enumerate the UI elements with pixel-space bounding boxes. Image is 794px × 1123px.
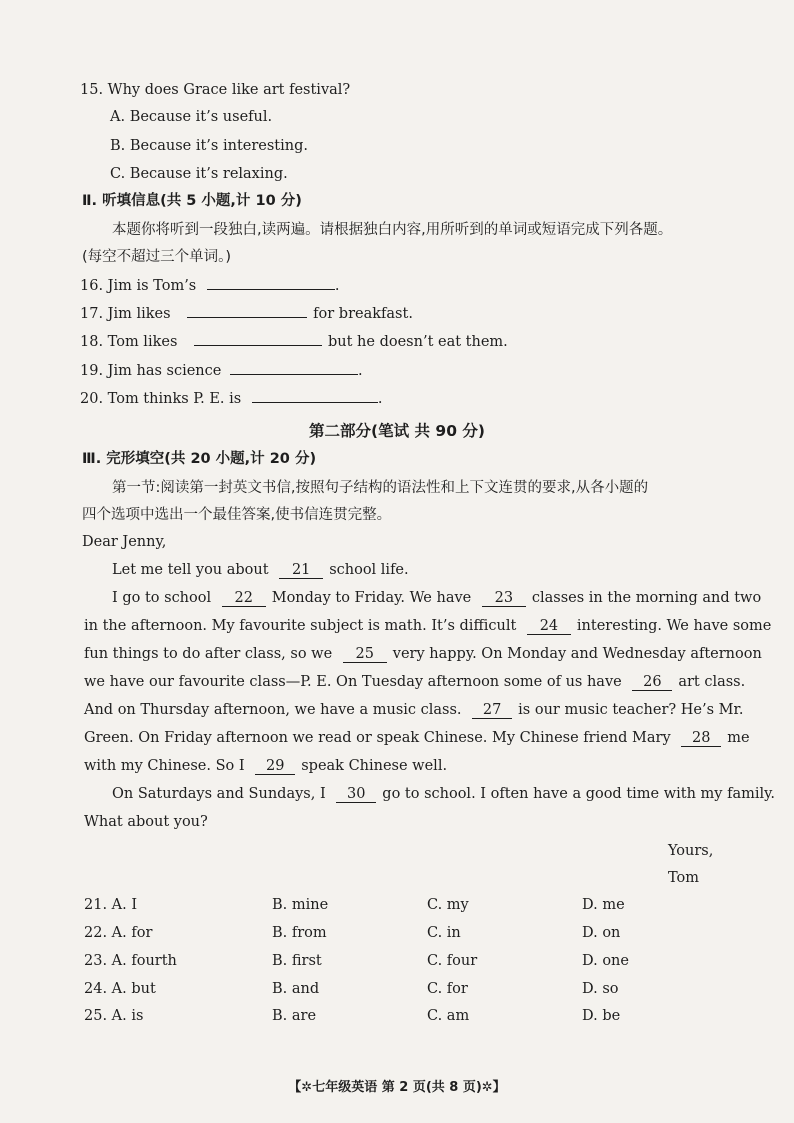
option-15b: B. Because it’s interesting.: [110, 138, 309, 154]
choice-25c: C. am: [427, 1008, 470, 1024]
item-17: 17. Jim likes for breakfast.: [80, 303, 413, 324]
choice-row-24: [84, 978, 744, 1000]
letter-line-7: Green. On Friday afternoon we read or speak Chinese. My Chinese friend Mary 28 me: [84, 730, 750, 746]
choice-22a: 22. A. for: [84, 925, 153, 941]
item-19: 19. Jim has science .: [80, 360, 363, 381]
choice-row-22: [84, 922, 744, 944]
cloze-blank-27: 27: [472, 702, 512, 719]
letter-greeting: Dear Jenny,: [82, 534, 167, 550]
choice-21c: C. my: [427, 897, 469, 913]
page-footer: 【✲七年级英语 第 2 页(共 8 页)✲】: [288, 1080, 506, 1095]
cloze-blank-30: 30: [336, 786, 376, 803]
section-3-instruction-cont: 四个选项中选出一个最佳答案,使书信连贯完整。: [82, 507, 392, 523]
section-2-heading: Ⅱ. 听填信息(共 5 小题,计 10 分): [82, 193, 302, 209]
letter-line-3: in the afternoon. My favourite subject is math. It’s difficult 24 interesting. We have some: [84, 618, 772, 634]
choice-25a: 25. A. is: [84, 1008, 144, 1024]
choice-24d: D. so: [582, 981, 619, 997]
choice-23c: C. four: [427, 953, 478, 969]
item-16: 16. Jim is Tom’s .: [80, 275, 339, 296]
cloze-blank-24: 24: [527, 618, 571, 635]
letter-closing: Yours,: [668, 843, 714, 859]
letter-line-4: fun things to do after class, so we 25 very happy. On Monday and Wednesday afternoon: [84, 646, 762, 662]
section-3-instruction: 第一节:阅读第一封英文书信,按照句子结构的语法性和上下文连贯的要求,从各小题的: [112, 480, 649, 496]
answer-blank-19[interactable]: [230, 360, 358, 375]
cloze-blank-22: 22: [222, 590, 266, 607]
choice-25d: D. be: [582, 1008, 621, 1024]
cloze-blank-21: 21: [279, 562, 323, 579]
answer-blank-18[interactable]: [194, 331, 322, 346]
option-15c: C. Because it’s relaxing.: [110, 166, 288, 182]
choice-24b: B. and: [272, 981, 320, 997]
cloze-blank-26: 26: [632, 674, 672, 691]
option-15a: A. Because it’s useful.: [110, 109, 273, 125]
choice-row-25: [84, 1005, 744, 1027]
item-20: 20. Tom thinks P. E. is .: [80, 388, 382, 409]
cloze-blank-25: 25: [343, 646, 387, 663]
letter-line-8: with my Chinese. So I 29 speak Chinese well.: [84, 758, 448, 774]
section-2-instruction: 本题你将听到一段独白,读两遍。请根据独白内容,用所听到的单词或短语完成下列各题。: [112, 222, 673, 238]
choice-24a: 24. A. but: [84, 981, 156, 997]
choice-23a: 23. A. fourth: [84, 953, 177, 969]
part-2-title: 第二部分(笔试 共 90 分): [309, 422, 485, 440]
choice-row-21: [84, 894, 744, 916]
section-3-heading: Ⅲ. 完形填空(共 20 小题,计 20 分): [82, 451, 317, 467]
letter-line-2: I go to school 22 Monday to Friday. We have 23 classes in the morning and two: [112, 590, 762, 606]
letter-line-1: Let me tell you about 21 school life.: [112, 562, 409, 578]
letter-line-9: On Saturdays and Sundays, I 30 go to school. I often have a good time with my family.: [112, 786, 776, 802]
choice-21a: 21. A. I: [84, 897, 138, 913]
choice-row-23: [84, 950, 744, 972]
letter-line-5: we have our favourite class—P. E. On Tuesday afternoon some of us have 26 art class.: [84, 674, 746, 690]
choice-23d: D. one: [582, 953, 629, 969]
letter-line-6: And on Thursday afternoon, we have a music class. 27 is our music teacher? He’s Mr.: [84, 702, 744, 718]
choice-21d: D. me: [582, 897, 625, 913]
letter-signature: Tom: [668, 870, 700, 886]
cloze-blank-28: 28: [681, 730, 721, 747]
choice-23b: B. first: [272, 953, 322, 969]
cloze-blank-29: 29: [255, 758, 295, 775]
answer-blank-20[interactable]: [252, 388, 378, 403]
letter-line-10: What about you?: [84, 814, 208, 830]
choice-21b: B. mine: [272, 897, 329, 913]
choice-22c: C. in: [427, 925, 461, 941]
choice-22b: B. from: [272, 925, 327, 941]
question-15: 15. Why does Grace like art festival?: [80, 82, 351, 98]
cloze-blank-23: 23: [482, 590, 526, 607]
choice-25b: B. are: [272, 1008, 317, 1024]
choice-24c: C. for: [427, 981, 468, 997]
item-18: 18. Tom likes but he doesn’t eat them.: [80, 331, 508, 352]
choice-22d: D. on: [582, 925, 621, 941]
answer-blank-17[interactable]: [187, 303, 307, 318]
section-2-instruction-note: (每空不超过三个单词。): [82, 249, 232, 265]
answer-blank-16[interactable]: [207, 275, 335, 290]
